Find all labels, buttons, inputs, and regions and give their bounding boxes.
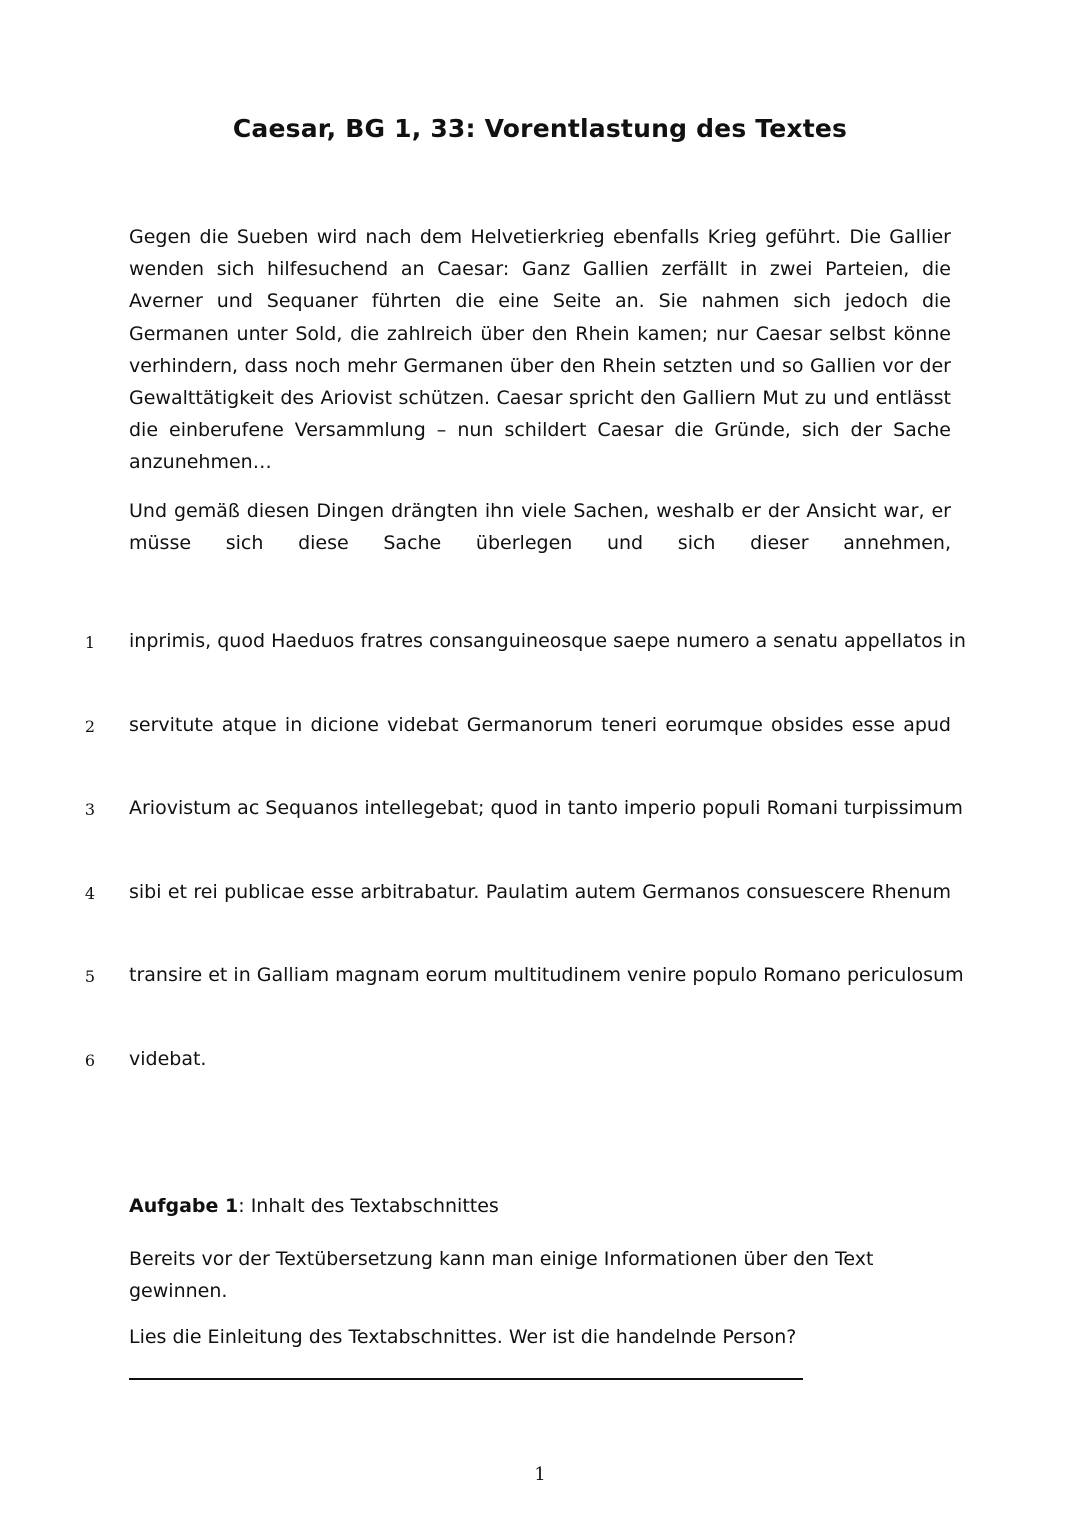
page-number: 1 (534, 1464, 546, 1485)
task-question: Lies die Einleitung des Textabschnittes. Wer ist die handelnde Person? (129, 1326, 797, 1348)
line-number: 4 (84, 884, 96, 903)
line-number: 2 (84, 717, 96, 736)
latin-line: servitute atque in dicione videbat Germanorum teneri eorumque obsides esse apud (129, 714, 951, 736)
line-number: 1 (84, 633, 96, 652)
line-number: 6 (84, 1051, 96, 1070)
latin-line: inprimis, quod Haeduos fratres consanguineosque saepe numero a senatu appellatos in (129, 630, 966, 652)
latin-line: sibi et rei publicae esse arbitrabatur. Paulatim autem Germanos consuescere Rhenum (129, 881, 951, 903)
latin-line: transire et in Galliam magnam eorum multitudinem venire populo Romano periculosum (129, 964, 964, 986)
line-number: 3 (84, 800, 96, 819)
task-heading (129, 1195, 499, 1217)
task-heading-text: : Inhalt des Textabschnittes (238, 1195, 499, 1217)
line-number: 5 (84, 967, 96, 986)
task-label: Aufgabe 1 (129, 1195, 239, 1217)
latin-line: Ariovistum ac Sequanos intellegebat; quod in tanto imperio populi Romani turpissimum (129, 797, 963, 819)
task-text: Bereits vor der Textübersetzung kann man einige Informationen über den Text gewinnen. (129, 1248, 874, 1302)
latin-line: videbat. (129, 1048, 207, 1070)
intro-paragraph: Gegen die Sueben wird nach dem Helvetierkrieg ebenfalls Krieg geführt. Die Gallier wenden sich hilfesuchend an Caesar: Ganz Gallien zerfällt in zwei Parteien, die Averner und Sequaner führten die eine Seite an. Sie nahmen sich jedoch die Germanen unter Sold, die zahlreich über den Rhein kamen; nur Caesar selbst könne verhindern, dass noch mehr Germanen über den Rhein setzten und so Gallien vor der Gewalttätigkeit des Ariovist schützen. Caesar spricht den Galliern Mut zu und entlässt die einberufene Versammlung – nun schildert Caesar die Gründe, sich der Sache anzunehmen… (129, 226, 951, 474)
answer-line[interactable] (129, 1378, 803, 1380)
lead-in-paragraph: Und gemäß diesen Dingen drängten ihn viele Sachen, weshalb er der Ansicht war, er müsse sich diese Sache überlegen und sich dieser annehmen, (129, 500, 951, 555)
page-title: Caesar, BG 1, 33: Vorentlastung des Textes (232, 114, 848, 143)
